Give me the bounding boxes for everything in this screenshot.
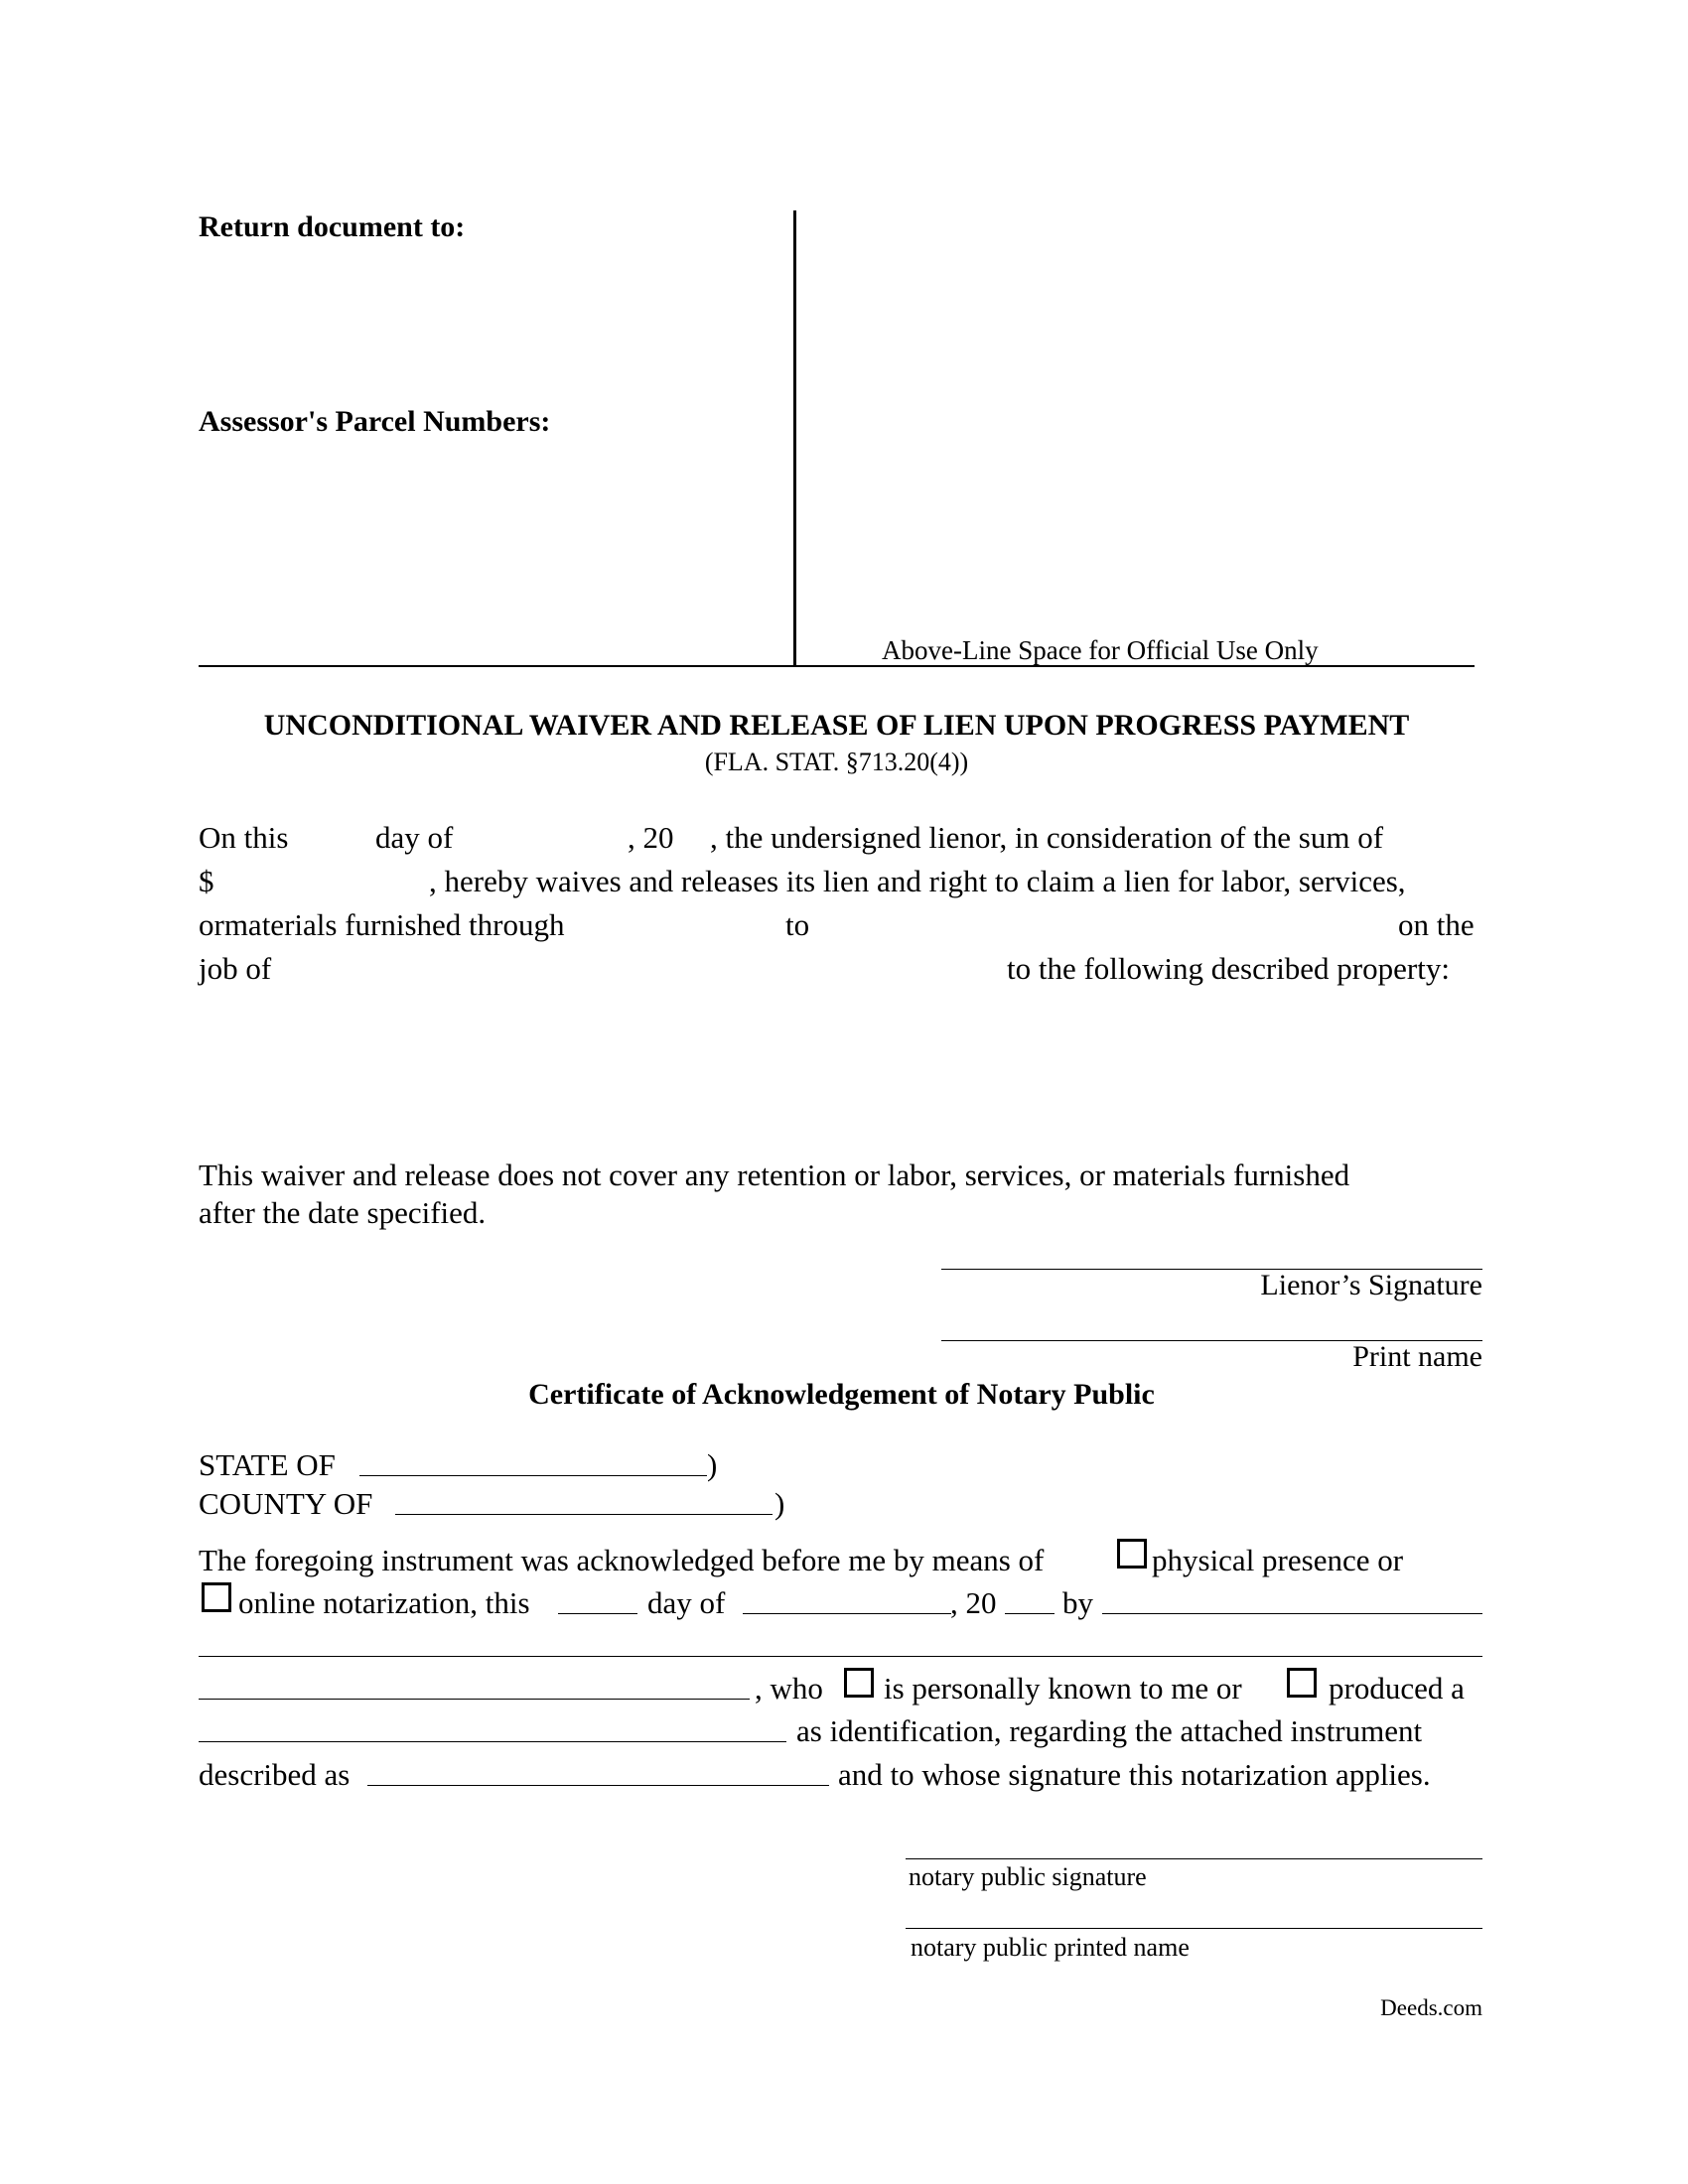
notary-who-label: , who	[755, 1671, 823, 1706]
body-line2-waives: , hereby waives and releases its lien and right to claim a lien for labor, services,	[429, 864, 1406, 898]
state-of-field[interactable]	[359, 1475, 707, 1476]
print-name-label: Print name	[1352, 1340, 1482, 1373]
notary-by-label: by	[1062, 1585, 1093, 1620]
notary-year-field[interactable]	[1005, 1613, 1055, 1614]
identification-text: as identification, regarding the attached instrument	[796, 1713, 1423, 1748]
notary-name-continuation-field[interactable]	[199, 1656, 1482, 1657]
notary-year-label: , 20	[950, 1585, 997, 1620]
body-line4-job-of: job of	[199, 951, 272, 986]
personally-known-checkbox[interactable]	[844, 1668, 874, 1700]
identification-type-field[interactable]	[199, 1741, 786, 1742]
personally-known-label: is personally known to me or	[884, 1671, 1242, 1706]
described-as-label: described as	[199, 1757, 351, 1792]
physical-presence-checkbox[interactable]	[1117, 1539, 1147, 1570]
county-close-paren: )	[774, 1486, 785, 1521]
physical-presence-label: physical presence or	[1152, 1543, 1404, 1577]
notary-person-field[interactable]	[199, 1699, 750, 1700]
notary-month-field[interactable]	[743, 1613, 951, 1614]
notary-signature-label: notary public signature	[909, 1862, 1147, 1891]
return-document-label: Return document to:	[199, 210, 466, 243]
state-close-paren: )	[707, 1447, 718, 1482]
produced-id-checkbox[interactable]	[1287, 1668, 1317, 1700]
retention-line2: after the date specified.	[199, 1195, 487, 1230]
notary-day-field[interactable]	[558, 1613, 637, 1614]
notary-printed-name-line[interactable]	[906, 1928, 1482, 1929]
notary-printed-name-label: notary public printed name	[911, 1933, 1190, 1962]
body-line1-on-this: On this	[199, 820, 289, 855]
described-as-field[interactable]	[367, 1785, 829, 1786]
body-line3-materials: ormaterials furnished through	[199, 907, 565, 942]
official-use-label: Above-Line Space for Official Use Only	[882, 635, 1319, 665]
body-line3-on-the: on the	[1398, 907, 1475, 942]
footer-brand: Deeds.com	[1380, 1995, 1482, 2020]
produced-id-label: produced a	[1329, 1671, 1465, 1706]
online-notarization-checkbox[interactable]	[202, 1582, 231, 1614]
body-line2-dollar: $	[199, 864, 214, 898]
notarization-applies-text: and to whose signature this notarization applies.	[838, 1757, 1431, 1792]
retention-line1: This waiver and release does not cover any retention or labor, services, or materials furnished	[199, 1158, 1350, 1192]
notary-signature-line[interactable]	[906, 1858, 1482, 1859]
header-divider-vertical	[793, 210, 796, 667]
county-of-field[interactable]	[395, 1514, 773, 1515]
body-line1-consideration: , the undersigned lienor, in consideration of the sum of	[710, 820, 1384, 855]
notary-by-field[interactable]	[1102, 1613, 1482, 1614]
lienor-signature-label: Lienor’s Signature	[1260, 1269, 1482, 1301]
county-of-label: COUNTY OF	[199, 1486, 373, 1521]
body-line4-property: to the following described property:	[1007, 951, 1450, 986]
notary-p1-text: The foregoing instrument was acknowledged before me by means of	[199, 1543, 1045, 1577]
notary-day-of-label: day of	[647, 1585, 726, 1620]
body-line3-to: to	[785, 907, 810, 942]
state-of-label: STATE OF	[199, 1447, 336, 1482]
body-line1-day-of: day of	[375, 820, 454, 855]
parcel-numbers-label: Assessor's Parcel Numbers:	[199, 405, 551, 438]
online-notarization-label: online notarization, this	[238, 1585, 530, 1620]
document-title: UNCONDITIONAL WAIVER AND RELEASE OF LIEN UPON PROGRESS PAYMENT	[263, 709, 1410, 742]
header-divider-left	[199, 665, 794, 667]
body-line1-year: , 20	[628, 820, 674, 855]
notary-heading: Certificate of Acknowledgement of Notary Public	[528, 1378, 1155, 1411]
statute-reference: (FLA. STAT. §713.20(4))	[704, 748, 969, 776]
